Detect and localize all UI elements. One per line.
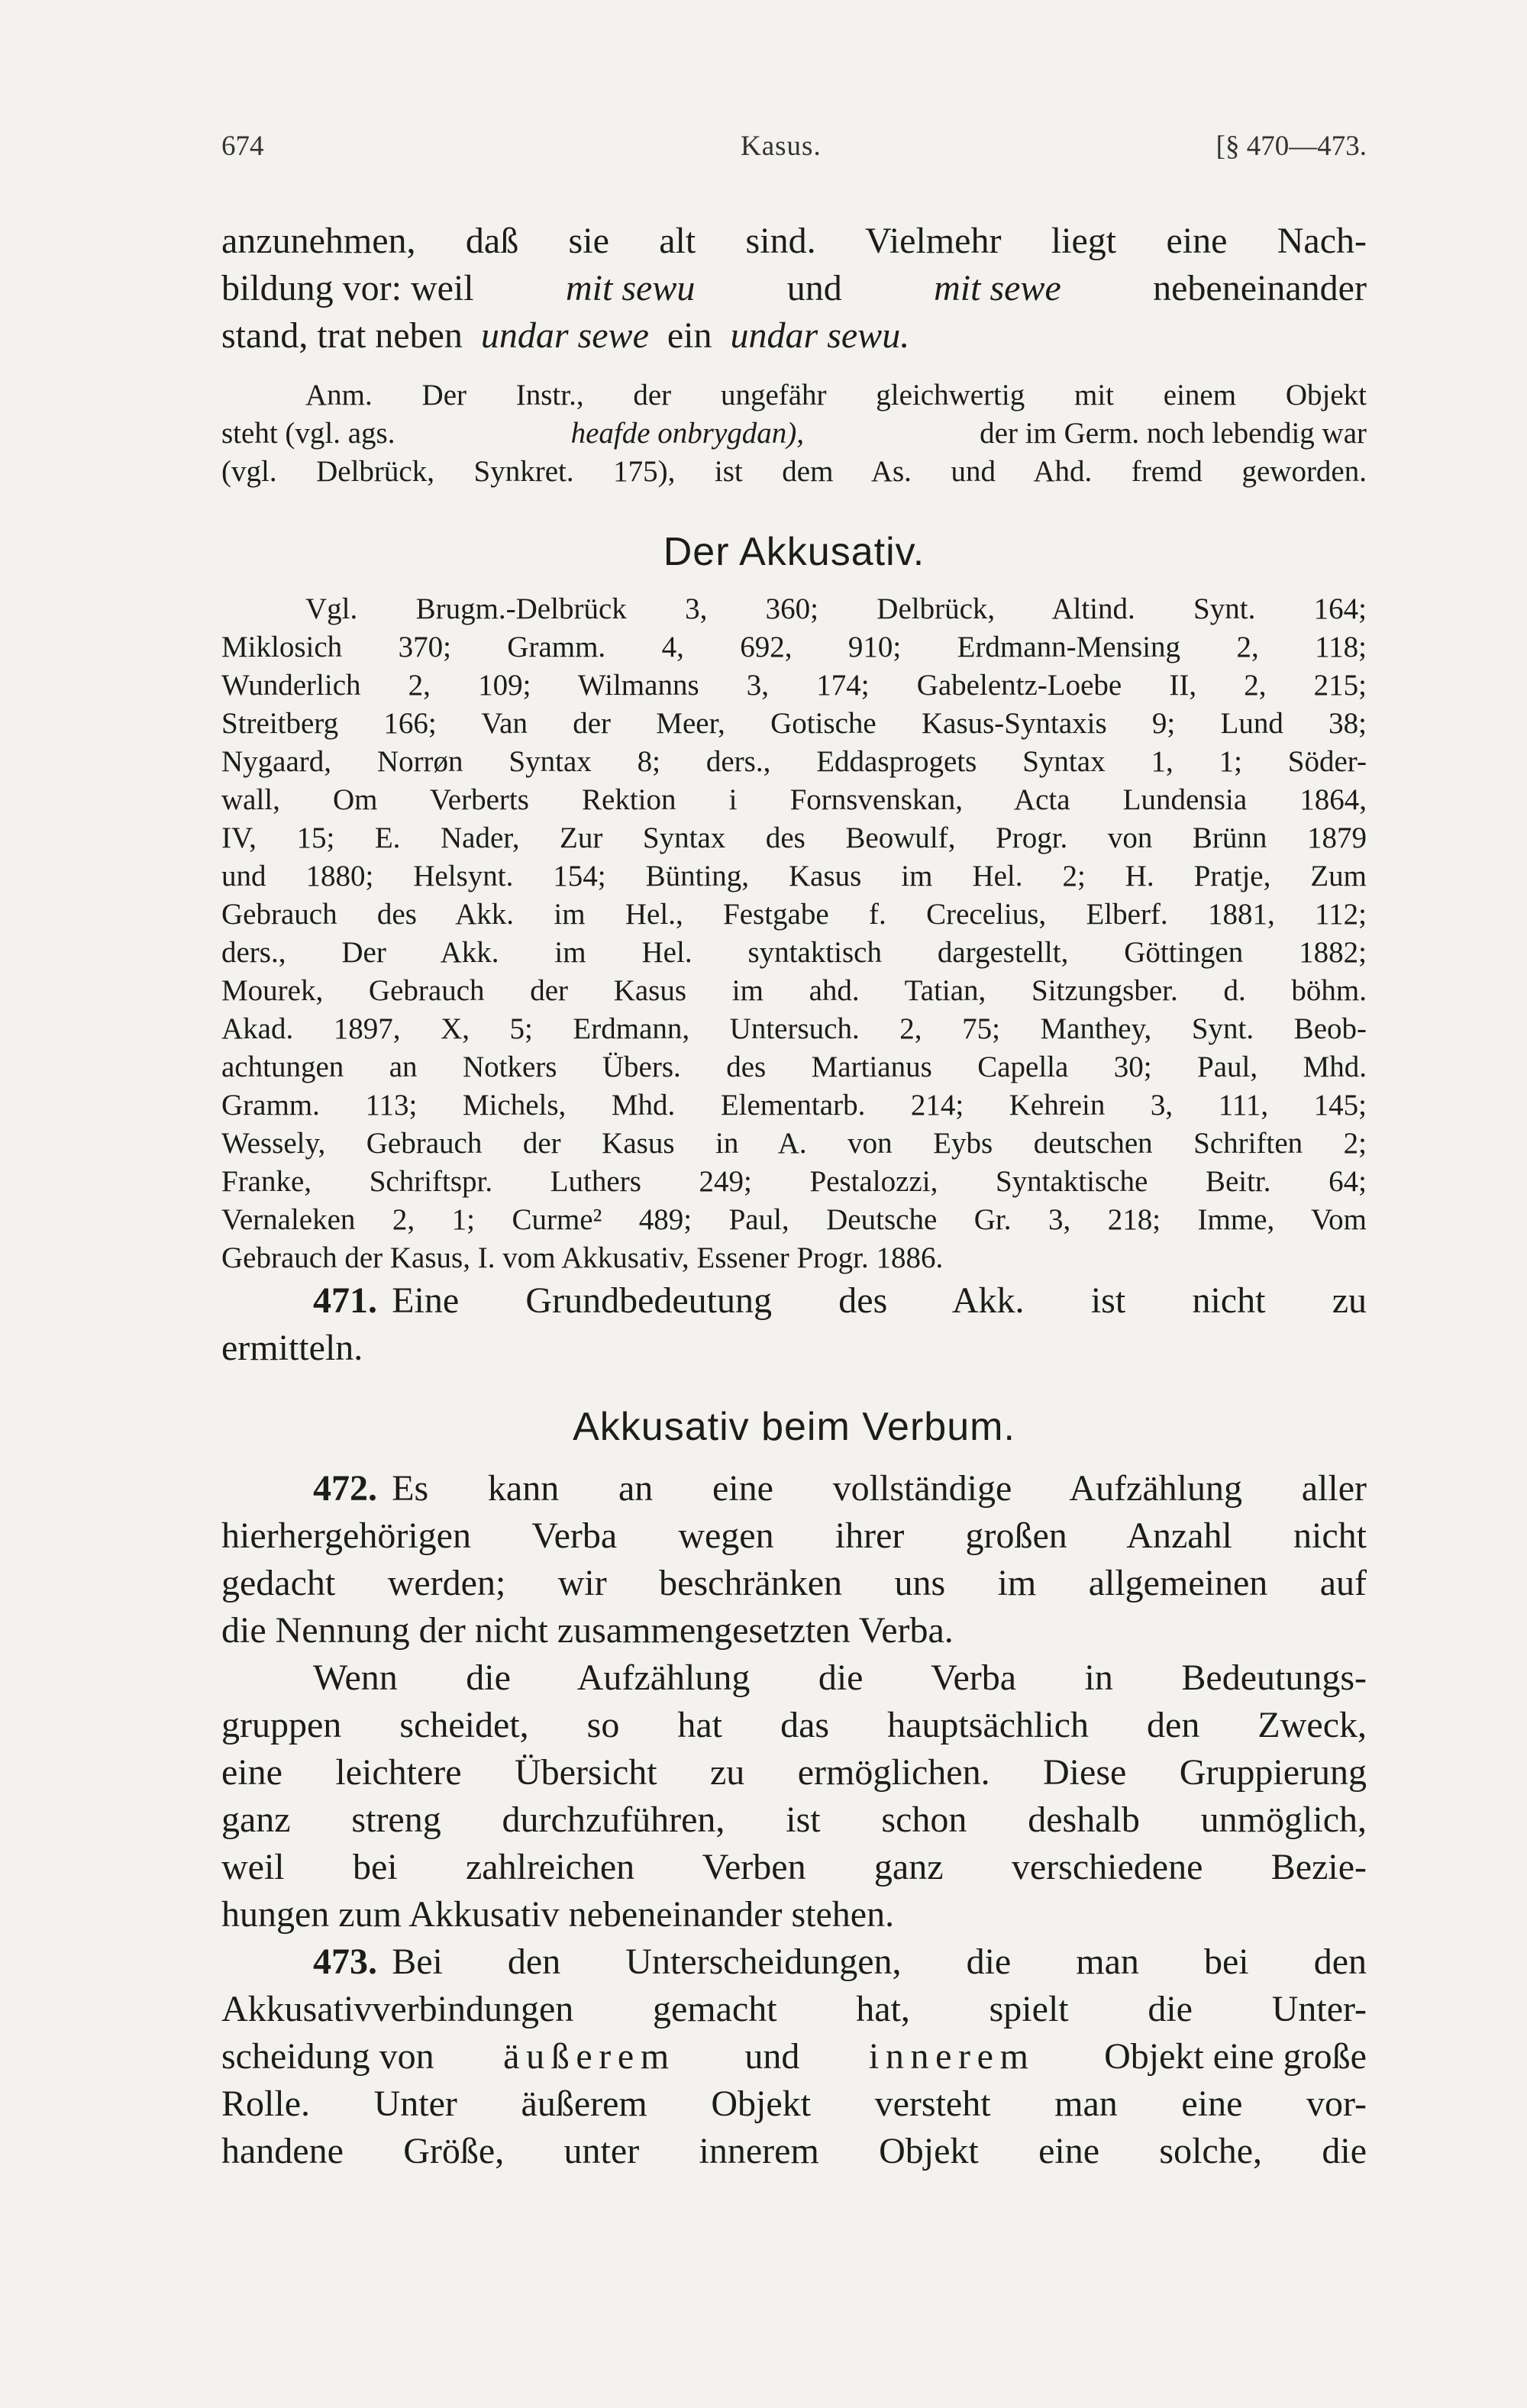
text-line: Anm. Der Instr., der ungefähr gleichwertig mit einem Objekt — [305, 379, 1367, 412]
paragraph-number: 472. — [313, 1468, 377, 1509]
bibliography-line: achtungen an Notkers Übers. des Martianus Capella 30; Paul, Mhd. — [221, 1051, 1367, 1083]
paragraph-473 — [221, 1938, 1367, 2175]
text-line: weil bei zahlreichen Verben ganz verschiedene Bezie- — [221, 1847, 1367, 1887]
bibliography-line: Gebrauch der Kasus, I. vom Akkusativ, Essener Progr. 1886. — [221, 1241, 944, 1274]
bibliography-line: ders., Der Akk. im Hel. syntaktisch dargestellt, Göttingen 1882; — [221, 936, 1367, 969]
paragraph-number: 473. — [313, 1942, 377, 1982]
paragraph-472 — [221, 1465, 1367, 1654]
text-line: Wenn die Aufzählung die Verba in Bedeutungs- — [313, 1658, 1367, 1698]
text-line: 471. Eine Grundbedeutung des Akk. ist nicht zu — [221, 1277, 1367, 1325]
opening-paragraph — [221, 218, 1367, 360]
bibliography-line: IV, 15; E. Nader, Zur Syntax des Beowulf, Progr. von Brünn 1879 — [221, 821, 1367, 854]
text-line: Akkusativverbindungen gemacht hat, spielt die Unter- — [221, 1989, 1367, 2029]
running-title: Kasus. — [741, 131, 822, 162]
text-line: gruppen scheidet, so hat das hauptsächlich den Zweck, — [221, 1705, 1367, 1745]
bibliography-line: Franke, Schriftspr. Luthers 249; Pestalozzi, Syntaktische Beitr. 64; — [221, 1165, 1367, 1198]
bibliography-line: Gramm. 113; Michels, Mhd. Elementarb. 214; Kehrein 3, 111, 145; — [221, 1089, 1367, 1122]
paragraph-number: 471. — [313, 1280, 377, 1321]
text-line: ermitteln. — [221, 1328, 363, 1368]
text-line: anzunehmen, daß sie alt sind. Vielmehr liegt eine Nach- — [221, 221, 1367, 261]
text-line: steht (vgl. ags. heafde onbrygdan), der im Germ. noch lebendig war — [221, 417, 1367, 450]
text-line: 472. Es kann an eine vollständige Aufzählung aller — [221, 1465, 1367, 1512]
paragraph-472-continued — [221, 1654, 1367, 1938]
bibliography-line: Nygaard, Norrøn Syntax 8; ders., Eddasprogets Syntax 1, 1; Söder- — [221, 745, 1367, 778]
section-heading-akkusativ: Der Akkusativ. — [663, 530, 925, 574]
page-number: 674 — [221, 131, 264, 162]
text-line: handene Größe, unter innerem Objekt eine solche, die — [221, 2131, 1367, 2171]
running-header — [221, 130, 1367, 176]
text-line: bildung vor: weil mit sewu und mit sewe nebeneinander — [221, 268, 1367, 308]
bibliography-line: Mourek, Gebrauch der Kasus im ahd. Tatian, Sitzungsber. d. böhm. — [221, 974, 1367, 1007]
text-line: eine leichtere Übersicht zu ermöglichen. Diese Gruppierung — [221, 1752, 1367, 1793]
main-text — [221, 218, 1367, 2175]
section-heading-verbum: Akkusativ beim Verbum. — [573, 1405, 1015, 1449]
text-line: 473. Bei den Unterscheidungen, die man bei den — [221, 1938, 1367, 1986]
annotation-note — [221, 376, 1367, 491]
text-line: scheidung von äußerem und innerem Objekt eine große — [221, 2036, 1367, 2077]
text-line: (vgl. Delbrück, Synkret. 175), ist dem As. und Ahd. fremd geworden. — [221, 455, 1367, 488]
bibliography-line: Vernaleken 2, 1; Curme² 489; Paul, Deutsche Gr. 3, 218; Imme, Vom — [221, 1203, 1367, 1236]
bibliography-line: Akad. 1897, X, 5; Erdmann, Untersuch. 2, 75; Manthey, Synt. Beob- — [221, 1012, 1367, 1045]
section-range: [§ 470—473. — [1215, 131, 1367, 162]
paragraph-471 — [221, 1277, 1367, 1372]
bibliography-line: Wunderlich 2, 109; Wilmanns 3, 174; Gabelentz-Loebe II, 2, 215; — [221, 669, 1367, 702]
text-line: gedacht werden; wir beschränken uns im allgemeinen auf — [221, 1563, 1367, 1603]
text-line: hungen zum Akkusativ nebeneinander stehen. — [221, 1894, 895, 1935]
bibliography-line: Vgl. Brugm.-Delbrück 3, 360; Delbrück, Altind. Synt. 164; — [305, 592, 1367, 625]
bibliography-line: Gebrauch des Akk. im Hel., Festgabe f. Crecelius, Elberf. 1881, 112; — [221, 898, 1367, 931]
text-line: die Nennung der nicht zusammengesetzten Verba. — [221, 1610, 954, 1651]
text-line: hierhergehörigen Verba wegen ihrer großen Anzahl nicht — [221, 1515, 1367, 1556]
bibliography — [221, 590, 1367, 1277]
text-line: stand, trat neben undar sewe ein undar sewu. — [221, 315, 910, 356]
bibliography-line: Wessely, Gebrauch der Kasus in A. von Eybs deutschen Schriften 2; — [221, 1127, 1367, 1160]
bibliography-line: wall, Om Verberts Rektion i Fornsvenskan, Acta Lundensia 1864, — [221, 783, 1367, 816]
text-line: Rolle. Unter äußerem Objekt versteht man eine vor- — [221, 2084, 1367, 2124]
bibliography-line: Miklosich 370; Gramm. 4, 692, 910; Erdmann-Mensing 2, 118; — [221, 631, 1367, 663]
bibliography-line: Streitberg 166; Van der Meer, Gotische Kasus-Syntaxis 9; Lund 38; — [221, 707, 1367, 740]
text-line: ganz streng durchzuführen, ist schon deshalb unmöglich, — [221, 1800, 1367, 1840]
bibliography-line: und 1880; Helsynt. 154; Bünting, Kasus im Hel. 2; H. Pratje, Zum — [221, 860, 1367, 893]
